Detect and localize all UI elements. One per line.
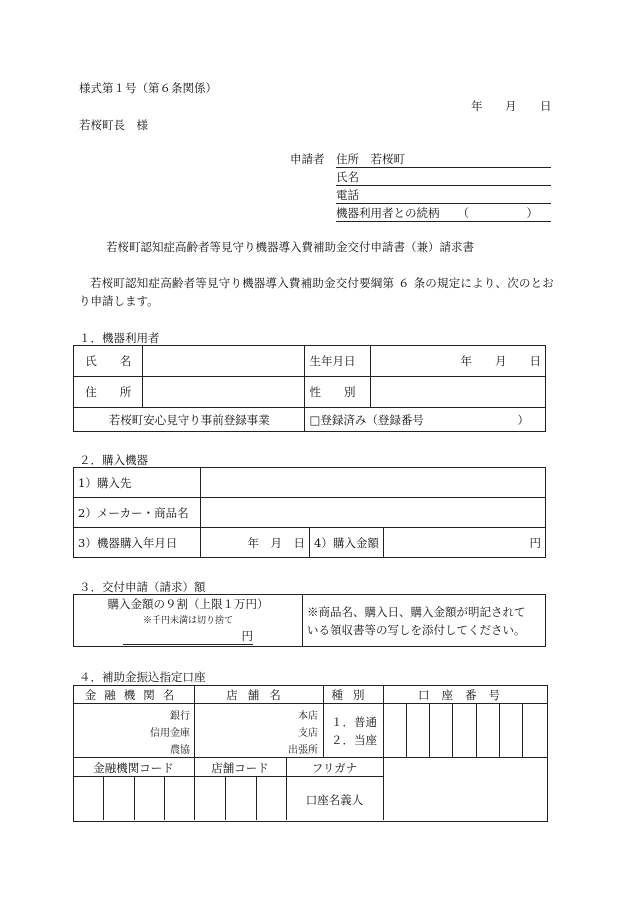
- amount-field[interactable]: 円: [383, 528, 545, 558]
- grant-table: [73, 594, 546, 647]
- bank-type-1: 銀行: [170, 711, 190, 722]
- relation-label: 機器利用者との続柄: [336, 206, 440, 220]
- branch-type-1: 本店: [298, 711, 318, 722]
- purchase-date-label: 3）機器購入年月日: [74, 528, 201, 558]
- account-type-regular[interactable]: １．普通: [331, 715, 377, 729]
- bank-name-header: 金融機関名: [84, 688, 183, 702]
- section1-heading: １．機器利用者: [79, 331, 160, 345]
- branch-type-2: 支店: [298, 728, 318, 739]
- shop-label: 1）購入先: [74, 468, 201, 498]
- grant-calc-label: 購入金額の９割（上限１万円）: [107, 597, 269, 611]
- form-number: 様式第１号（第６条関係）: [79, 81, 217, 95]
- date-day: 日: [540, 99, 552, 113]
- body-line-2: り申請します。: [79, 294, 159, 308]
- grant-yen: 円: [123, 628, 253, 645]
- type-header: 種別: [331, 688, 375, 702]
- user-name-field[interactable]: [143, 346, 305, 377]
- applicant-name[interactable]: 氏名: [336, 169, 551, 186]
- shop-field[interactable]: [201, 468, 546, 498]
- applicant-label: 申請者: [290, 152, 325, 166]
- grant-note: ※千円未満は切り捨て: [142, 616, 233, 626]
- user-name-label: 氏 名: [74, 346, 143, 377]
- maker-label: 2）メーカー・商品名: [74, 498, 201, 528]
- body-line-1: 若桜町認知症高齢者等見守り機器導入費補助金交付要綱第 ６ 条の規定により、次のとお: [90, 276, 555, 290]
- maker-field[interactable]: [201, 498, 546, 528]
- section3-heading: ３．交付申請（請求）額: [79, 580, 206, 594]
- document-title: 若桜町認知症高齢者等見守り機器導入費補助金交付申請書（兼）請求書: [106, 240, 474, 254]
- bank-code-header: 金融機関コード: [93, 761, 174, 775]
- user-address-label: 住 所: [74, 377, 143, 408]
- user-address-field[interactable]: [143, 377, 305, 408]
- account-number-header: 口座番号: [418, 688, 512, 702]
- applicant-address[interactable]: 住所 若桜町: [336, 151, 551, 168]
- user-table: [73, 345, 546, 432]
- applicant-relation[interactable]: [336, 205, 551, 222]
- user-gender-label: 性 別: [305, 377, 370, 408]
- receipt-notice-line1: ※商品名、購入日、購入金額が明記されて: [307, 604, 526, 619]
- date-year: 年: [471, 99, 483, 113]
- amount-label: 4）購入金額: [310, 528, 384, 558]
- device-table: [73, 467, 546, 558]
- applicant-phone[interactable]: 電話: [336, 187, 551, 204]
- section4-heading: ４．補助金振込指定口座: [79, 670, 206, 684]
- registry-close: ）: [517, 412, 529, 427]
- branch-type-3: 出張所: [288, 745, 318, 756]
- receipt-notice: [303, 595, 546, 647]
- registry-label: 若桜町安心見守り事前登録事業: [74, 408, 305, 432]
- receipt-notice-line2: いる領収書等の写しを添付してください。: [307, 622, 526, 637]
- user-birth-field[interactable]: 年 月 日: [370, 346, 545, 377]
- branch-code-header: 店舗コード: [211, 761, 269, 775]
- relation-paren: （ ）: [457, 206, 538, 220]
- purchase-date-field[interactable]: 年 月 日: [201, 528, 310, 558]
- user-birth-label: 生年月日: [305, 346, 370, 377]
- bank-type-3: 農協: [170, 745, 190, 756]
- kana-header: フリガナ: [311, 761, 358, 775]
- account-type-checking[interactable]: ２．当座: [331, 733, 377, 747]
- addressee: 若桜町長 様: [79, 118, 148, 132]
- branch-name-header: 店舗名: [226, 688, 291, 702]
- bank-type-2: 信用金庫: [150, 728, 190, 739]
- account-holder-label: 口座名義人: [305, 793, 364, 807]
- registry-field[interactable]: [305, 408, 546, 432]
- registry-checkbox-text: □登録済み（登録番号: [309, 412, 424, 427]
- section2-heading: ２．購入機器: [79, 453, 148, 467]
- user-gender-field[interactable]: [370, 377, 545, 408]
- date-month: 月: [505, 99, 517, 113]
- grant-calc-cell[interactable]: [74, 595, 303, 647]
